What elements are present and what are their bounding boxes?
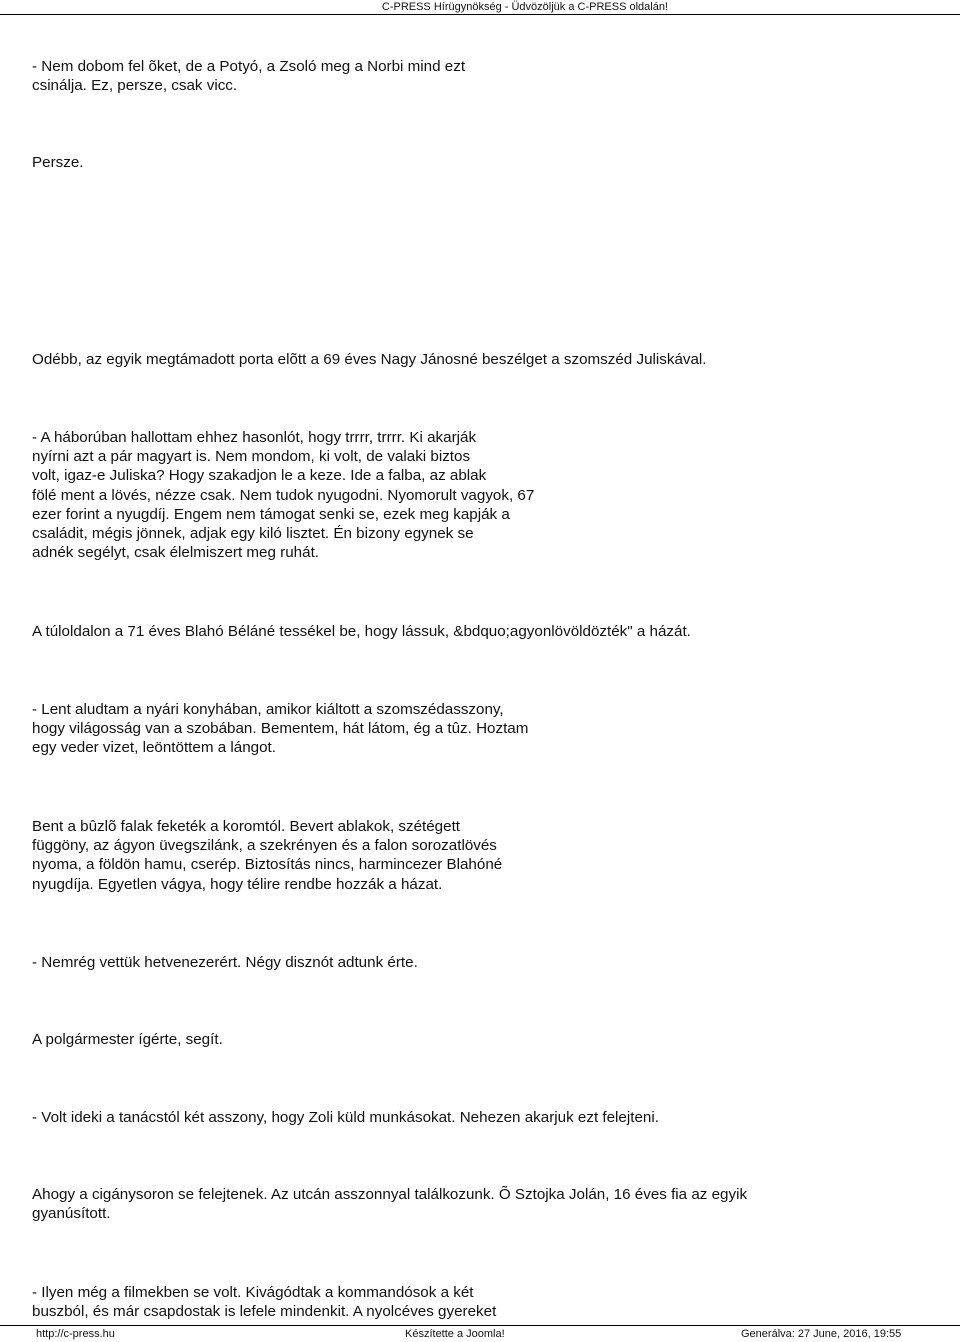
page-header — [0, 0, 960, 15]
article-line: - Ilyen még a filmekben se volt. Kivágódtak a kommandósok a két — [32, 1284, 474, 1301]
article-paragraph — [32, 1108, 659, 1127]
article-line: - Lent aludtam a nyári konyhában, amikor kiáltott a szomszédasszony, — [32, 701, 504, 718]
article-line: ezer forint a nyugdíj. Engem nem támogat senki se, ezek meg kapják a — [32, 505, 510, 523]
footer-generated-date: Generálva: 27 June, 2016, 19:55 — [741, 1328, 902, 1340]
article-line: egy veder vizet, leöntöttem a lángot. — [32, 739, 276, 757]
article-line: hogy világosság van a szobában. Bementem, hát látom, ég a tûz. Hoztam — [32, 720, 529, 738]
article-line: - Nem dobom fel õket, de a Potyó, a Zsoló meg a Norbi mind ezt — [32, 58, 466, 75]
article-line: csinálja. Ez, persze, csak vicc. — [32, 77, 238, 95]
article-line: A túloldalon a 71 éves Blahó Béláné tessékel be, hogy lássuk, &bdquo;agyonlövöldözték" a házát. — [32, 623, 691, 640]
article-line: fölé ment a lövés, nézze csak. Nem tudok nyugodni. Nyomorult vagyok, 67 — [32, 486, 535, 504]
article-line: nyoma, a földön hamu, cserép. Biztosítás nincs, harmincezer Blahóné — [32, 856, 503, 874]
article-line: nyugdíja. Egyetlen vágya, hogy télire rendbe hozzák a házat. — [32, 875, 443, 893]
article-paragraph — [32, 350, 707, 369]
article-line: családit, mégis jönnek, adjak egy kiló lisztet. Én bizony egynek se — [32, 525, 474, 543]
page-footer — [0, 1325, 960, 1342]
article-line: adnék segélyt, csak élelmiszert meg ruhát. — [32, 544, 320, 562]
article-line: volt, igaz-e Juliska? Hogy szakadjon le a keze. Ide a falba, az ablak — [32, 467, 487, 485]
article-line: - Nemrég vettük hetvenezerért. Négy disznót adtunk érte. — [32, 954, 418, 971]
article-paragraph — [32, 153, 84, 172]
article-line: gyanúsított. — [32, 1205, 111, 1223]
article-line: Persze. — [32, 154, 84, 171]
article-line: - A háborúban hallottam ehhez hasonlót, hogy trrrr, trrrr. Ki akarják — [32, 429, 477, 446]
article-paragraph — [32, 1283, 496, 1321]
article-paragraph — [32, 622, 691, 641]
article-line: Ahogy a cigánysoron se felejtenek. Az utcán asszonnyal találkozunk. Õ Sztojka Jolán, 16 éves fia az egyik — [32, 1186, 748, 1203]
page-header-title: C-PRESS Hírügynökség - Üdvözöljük a C-PRESS oldalán! — [381, 1, 668, 13]
article-paragraph — [32, 700, 528, 758]
article-line: függöny, az ágyon üvegszilánk, a szekrényen és a falon sorozatlövés — [32, 837, 497, 855]
footer-credit: Készítette a Joomla! — [405, 1328, 505, 1340]
article-line: Odébb, az egyik megtámadott porta elõtt a 69 éves Nagy Jánosné beszélget a szomszéd Juliskával. — [32, 351, 707, 368]
article-paragraph — [32, 428, 534, 562]
article-line: buszból, és már csapdostak is lefele mindenkit. A nyolcéves gyereket — [32, 1303, 497, 1321]
article-paragraph — [32, 1185, 747, 1223]
article-paragraph — [32, 1030, 223, 1049]
article-paragraph — [32, 57, 465, 95]
article-line: A polgármester ígérte, segít. — [32, 1031, 223, 1048]
article-line: nyírni azt a pár magyart is. Nem mondom, ki volt, de valaki biztos — [32, 448, 471, 466]
footer-site-url: http://c-press.hu — [36, 1328, 115, 1340]
article-line: - Volt ideki a tanácstól két asszony, hogy Zoli küld munkásokat. Nehezen akarjuk ezt felejteni. — [32, 1109, 659, 1126]
article-line: Bent a bûzlõ falak feketék a koromtól. Bevert ablakok, szétégett — [32, 818, 461, 835]
article-paragraph — [32, 817, 502, 894]
article-paragraph — [32, 953, 418, 972]
